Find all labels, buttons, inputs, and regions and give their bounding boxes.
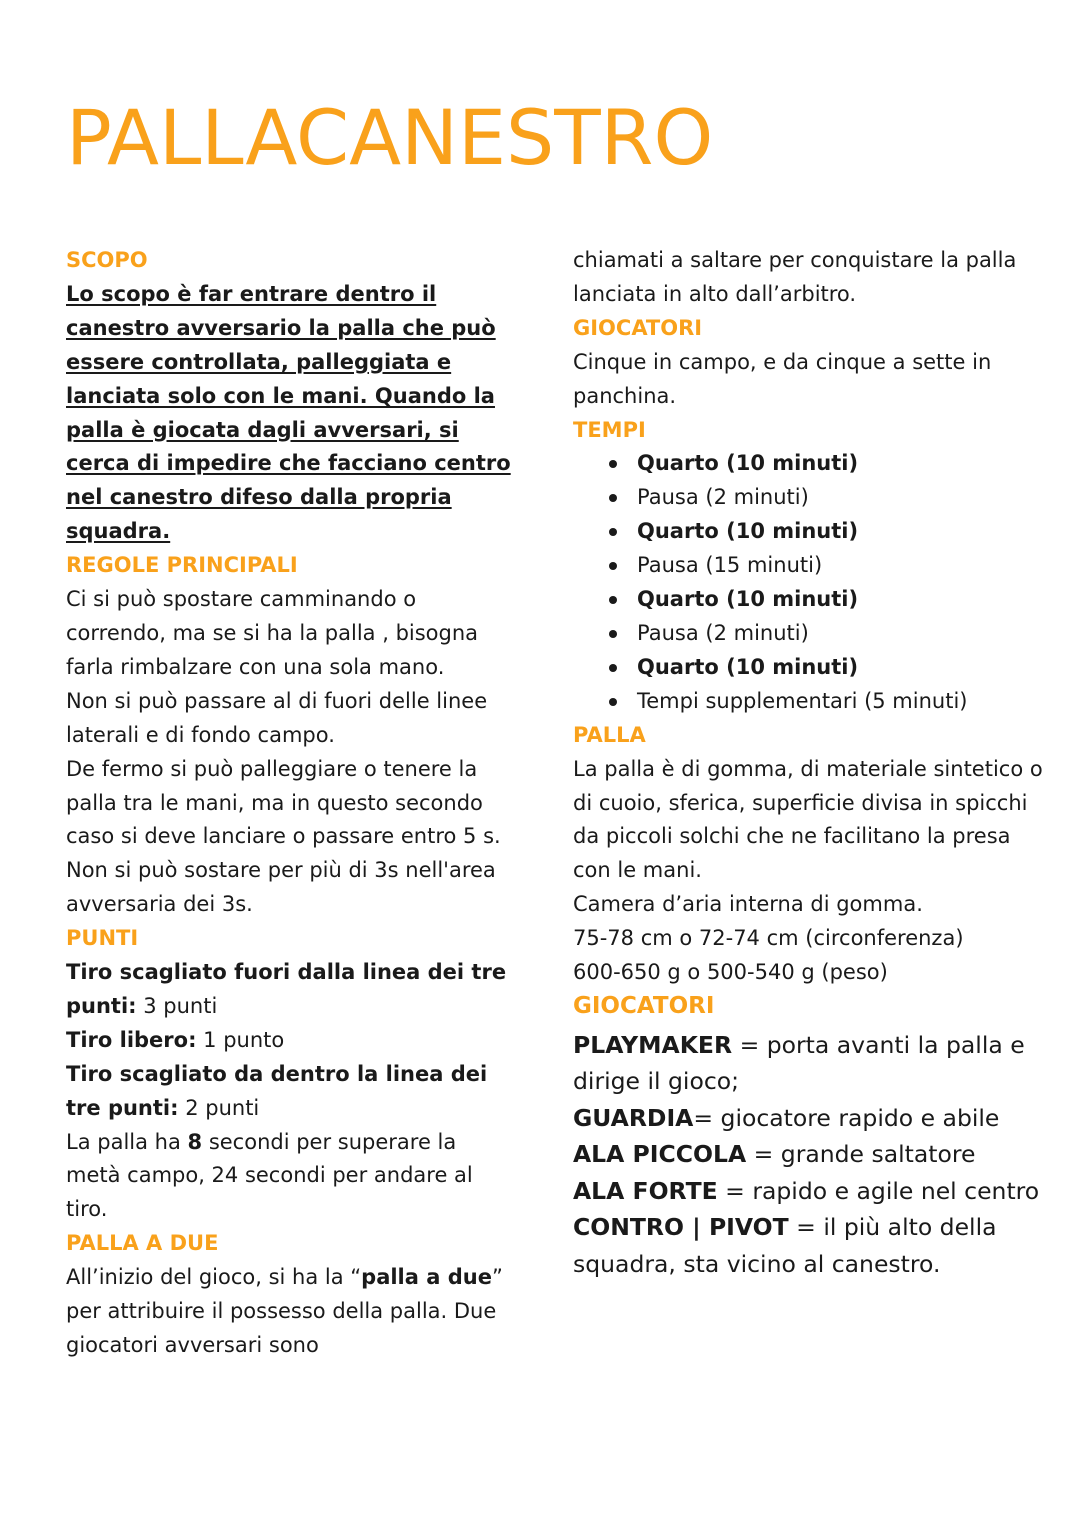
- tempi-list: [573, 447, 1043, 718]
- role-desc: = rapido e agile nel centro: [717, 1176, 1040, 1205]
- palla-text: Camera d’aria interna di gomma.: [573, 892, 923, 917]
- punti-label: Tiro scagliato da dentro la linea dei tre punti:: [66, 1061, 488, 1120]
- list-item: Pausa (2 minuti): [609, 481, 1043, 515]
- regola-item: De fermo si può palleggiare o tenere la palla tra le mani, ma in questo secondo caso si deve lanciare o passare entro 5 s.: [66, 756, 501, 849]
- palla-due-continuation: chiamati a saltare per conquistare la palla lanciata in alto dall’arbitro.: [573, 248, 1017, 306]
- role-name: GUARDIA: [573, 1103, 694, 1132]
- punti-label: Tiro scagliato fuori dalla linea dei tre punti:: [66, 960, 507, 1018]
- regola-item: Non si può sostare per più di 3s nell'area avversaria dei 3s.: [66, 858, 496, 917]
- tempo-palla-a: La palla ha: [66, 1129, 188, 1154]
- list-item: Pausa (15 minuti): [609, 549, 1043, 583]
- punti-label: Tiro libero:: [66, 1027, 197, 1052]
- role-name: ALA PICCOLA: [573, 1140, 747, 1169]
- palla-text: 75-78 cm o 72-74 cm (circonferenza): [573, 926, 964, 951]
- scopo-heading: SCOPO: [66, 248, 148, 272]
- page-title: PALLACANESTRO: [66, 93, 714, 182]
- punti-item: [66, 1058, 516, 1126]
- giocatori-text: Cinque in campo, e da cinque a sette in panchina.: [573, 349, 992, 408]
- role-item: [573, 1209, 1043, 1282]
- list-item: Quarto (10 minuti): [609, 447, 1043, 481]
- roles-list: [573, 1027, 1043, 1283]
- ruoli-heading: GIOCATORI: [573, 992, 715, 1019]
- regola-item: Non si può passare al di fuori delle linee laterali e di fondo campo.: [66, 688, 488, 747]
- role-item: [573, 1136, 1043, 1173]
- palla-due-heading: PALLA A DUE: [66, 1231, 219, 1256]
- punti-value: 3 punti: [136, 993, 218, 1018]
- punti-value: 1 punto: [196, 1027, 285, 1052]
- palla-due-a: All’inizio del gioco, si ha la “: [66, 1265, 362, 1290]
- punti-item: [66, 1024, 516, 1058]
- palla-heading: PALLA: [573, 722, 646, 747]
- role-desc: = grande saltatore: [746, 1140, 976, 1169]
- tempo-palla-c: secondi per superare la metà campo, 24 secondi per andare al tiro.: [66, 1129, 473, 1222]
- right-column: [573, 244, 1043, 1282]
- punti-value: 2 punti: [178, 1095, 260, 1120]
- tempi-heading: TEMPI: [573, 417, 646, 442]
- role-item: [573, 1100, 1043, 1137]
- giocatori-heading: GIOCATORI: [573, 315, 703, 340]
- role-desc: = giocatore rapido e abile: [693, 1103, 1000, 1132]
- tempo-palla-b: 8: [187, 1129, 203, 1154]
- role-name: PLAYMAKER: [573, 1030, 733, 1059]
- role-name: ALA FORTE: [573, 1176, 718, 1205]
- role-desc: = porta avanti la palla e dirige il gioco;: [573, 1030, 1025, 1096]
- role-item: [573, 1027, 1043, 1100]
- palla-due-text: [66, 1261, 516, 1363]
- punti-heading: PUNTI: [66, 926, 139, 951]
- list-item: Quarto (10 minuti): [609, 515, 1043, 549]
- left-column: [66, 244, 516, 1363]
- punti-item: [66, 956, 516, 1024]
- list-item: Pausa (2 minuti): [609, 617, 1043, 651]
- tempo-palla-text: [66, 1126, 516, 1228]
- list-item: Quarto (10 minuti): [609, 583, 1043, 617]
- list-item: Quarto (10 minuti): [609, 651, 1043, 685]
- regola-item: Ci si può spostare camminando o correndo, ma se si ha la palla , bisogna farla rimbalzare con una sola mano.: [66, 587, 479, 679]
- list-item: Tempi supplementari (5 minuti): [609, 685, 1043, 719]
- role-name: CONTRO | PIVOT: [573, 1213, 789, 1242]
- role-desc: = il più alto della squadra, sta vicino al canestro.: [573, 1213, 997, 1278]
- palla-text: 600-650 g o 500-540 g (peso): [573, 960, 888, 985]
- role-item: [573, 1173, 1043, 1210]
- palla-due-b: palla a due: [361, 1265, 492, 1290]
- regole-heading: REGOLE PRINCIPALI: [66, 553, 298, 578]
- palla-due-c: ” per attribuire il possesso della palla. Due giocatori avversari sono: [66, 1265, 503, 1357]
- palla-text: La palla è di gomma, di materiale sintetico o di cuoio, sferica, superficie divisa in spicchi da piccoli solchi che ne facilitano la presa con le mani.: [573, 756, 1043, 883]
- scopo-text: Lo scopo è far entrare dentro il canestro avversario la palla che può essere controllata, palleggiata e lanciata solo con le mani. Quando la palla è giocata dagli avversari, si cerca di impedire che facciano centro nel canestro difeso dalla propria squadra.: [66, 281, 511, 544]
